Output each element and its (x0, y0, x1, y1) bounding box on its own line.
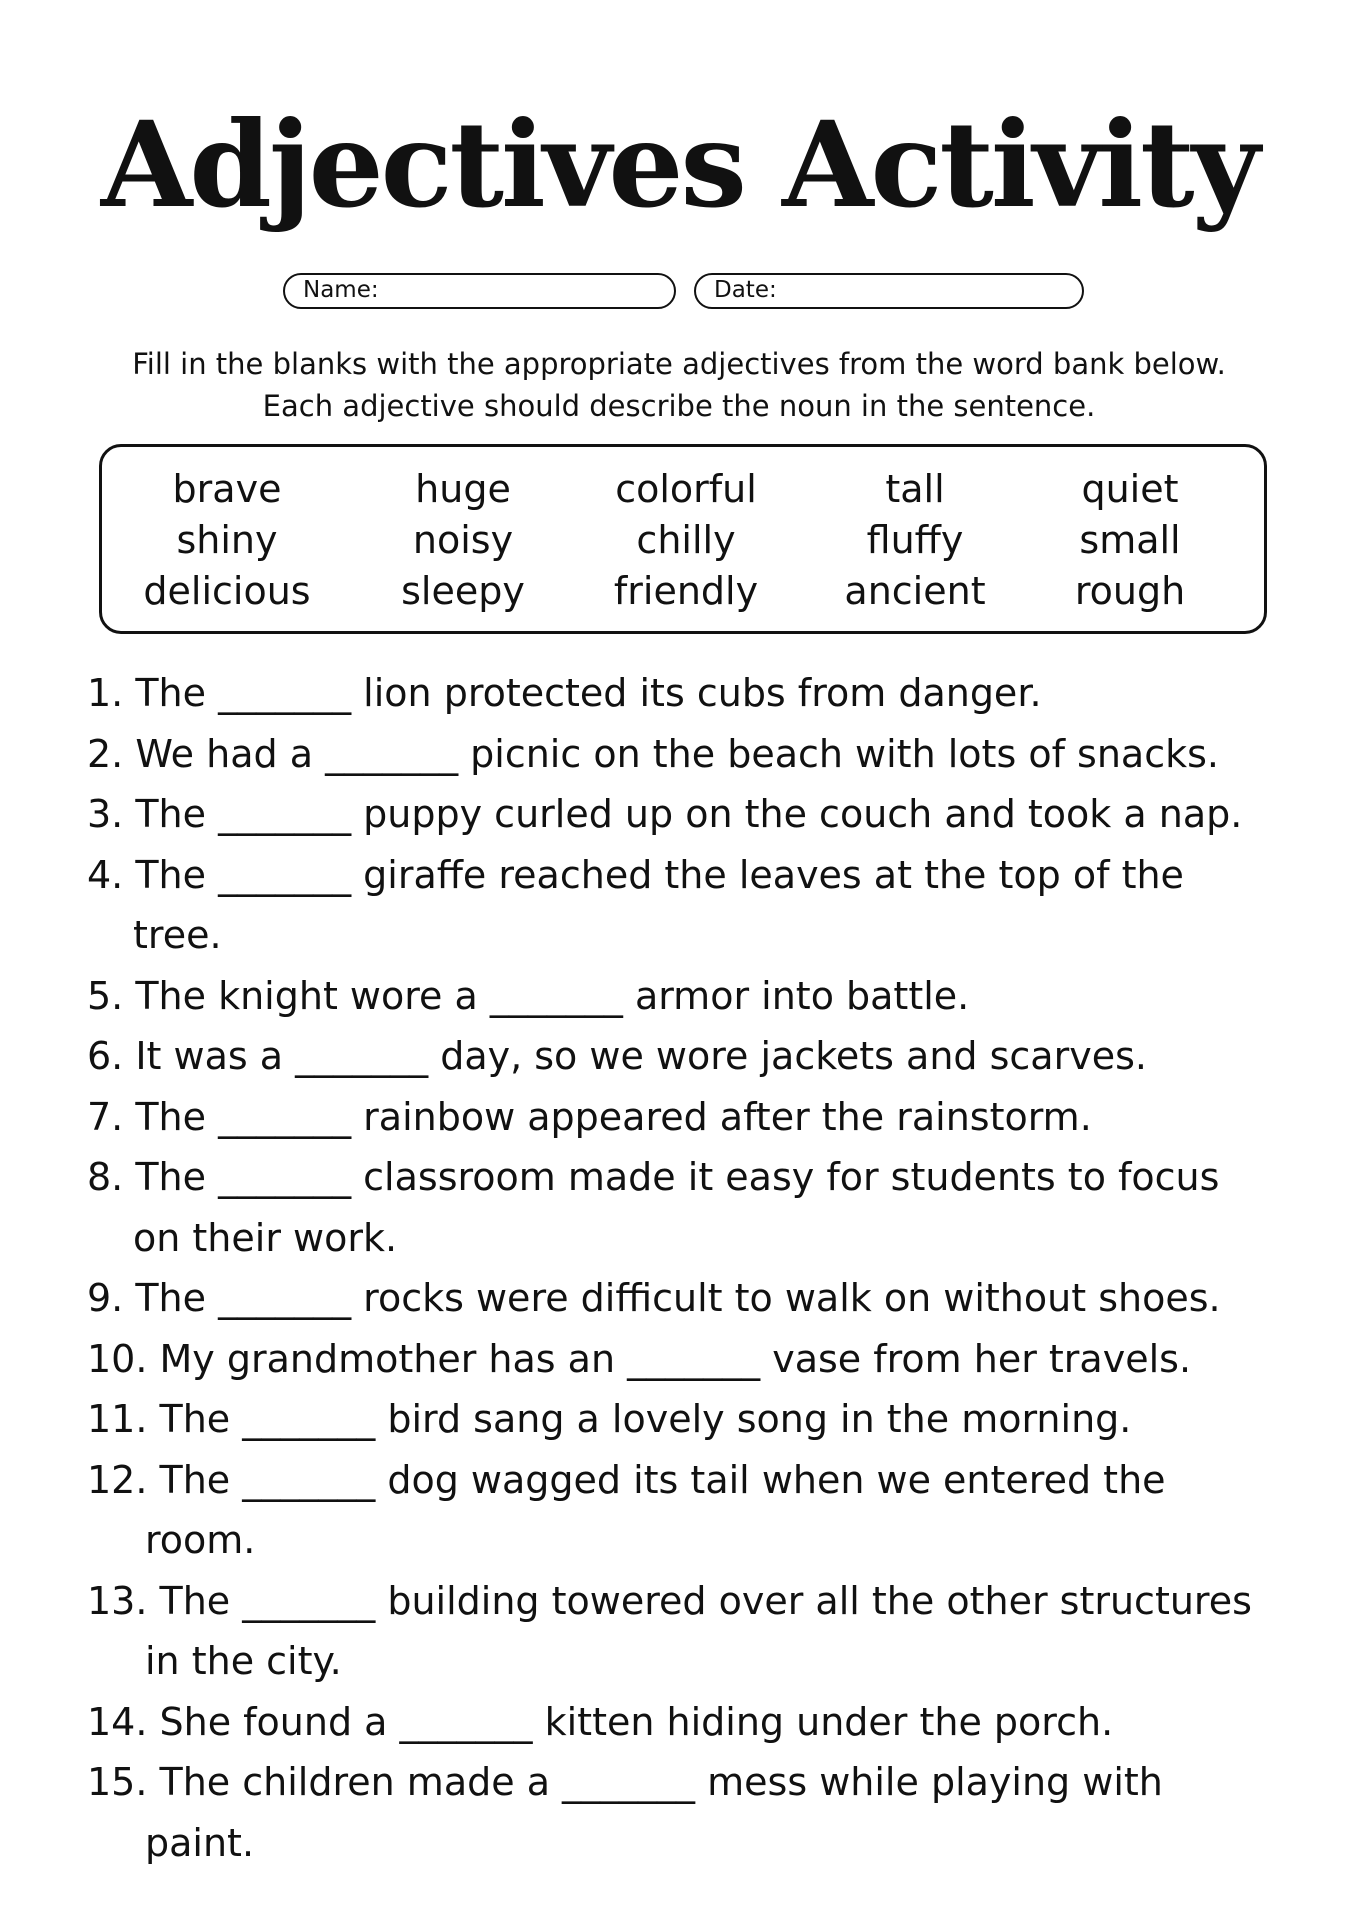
question-item: 1. The _______ lion protected its cubs from danger. (87, 671, 1042, 715)
worksheet-title: Adjectives Activity (100, 95, 1258, 234)
word-bank-word: ancient (844, 569, 986, 613)
question-item: 8. The _______ classroom made it easy for students to focus (87, 1155, 1220, 1199)
question-item: 12. The _______ dog wagged its tail when we entered the (87, 1457, 1166, 1502)
question-item: 14. She found a _______ kitten hiding under the porch. (87, 1699, 1114, 1744)
question-item: 5. The knight wore a _______ armor into battle. (87, 973, 970, 1018)
question-item: 11. The _______ bird sang a lovely song in the morning. (87, 1397, 1132, 1441)
word-bank-word: friendly (613, 569, 759, 613)
instructions-line: Fill in the blanks with the appropriate adjectives from the word bank below. (132, 347, 1226, 381)
instructions (60, 343, 1298, 427)
word-bank-column (1035, 464, 1225, 617)
word-bank-word: tall (885, 467, 945, 511)
question-item: 2. We had a _______ picnic on the beach with lots of snacks. (87, 731, 1219, 776)
name-field[interactable] (283, 273, 676, 309)
word-bank-column (591, 464, 781, 617)
word-bank-word: colorful (615, 467, 757, 511)
word-bank-column (132, 464, 322, 617)
word-bank-word: chilly (636, 518, 736, 562)
word-bank (99, 444, 1267, 634)
word-bank-column (368, 464, 558, 617)
question-item: 15. The children made a _______ mess while playing with (87, 1760, 1163, 1804)
date-field[interactable] (694, 273, 1084, 309)
question-item: 10. My grandmother has an _______ vase from her travels. (87, 1336, 1192, 1381)
word-bank-word: quiet (1081, 467, 1179, 511)
word-bank-word: rough (1074, 569, 1186, 613)
word-bank-word: huge (415, 467, 511, 511)
question-continuation: room. (145, 1518, 256, 1562)
word-bank-word: noisy (412, 518, 514, 562)
date-field-label: Date: (714, 277, 777, 303)
word-bank-word: fluffy (866, 518, 964, 562)
word-bank-column (820, 464, 1010, 617)
name-field-label: Name: (303, 277, 379, 303)
question-continuation: paint. (145, 1820, 255, 1865)
word-bank-word: small (1079, 518, 1181, 562)
word-bank-word: sleepy (401, 569, 525, 613)
question-item: 3. The _______ puppy curled up on the couch and took a nap. (87, 792, 1243, 836)
instructions-line: Each adjective should describe the noun in the sentence. (262, 389, 1096, 423)
question-item: 9. The _______ rocks were difficult to walk on without shoes. (87, 1276, 1221, 1320)
question-list (87, 663, 1317, 1873)
word-bank-word: delicious (143, 569, 311, 613)
question-continuation: in the city. (145, 1639, 342, 1683)
word-bank-word: brave (172, 467, 282, 511)
question-item: 6. It was a _______ day, so we wore jackets and scarves. (87, 1034, 1147, 1078)
question-item: 13. The _______ building towered over all the other structures (87, 1578, 1252, 1623)
question-item: 4. The _______ giraffe reached the leaves at the top of the (87, 852, 1184, 897)
word-bank-word: shiny (176, 518, 278, 562)
question-continuation: on their work. (133, 1215, 398, 1260)
question-continuation: tree. (133, 913, 222, 957)
question-item: 7. The _______ rainbow appeared after the rainstorm. (87, 1094, 1092, 1139)
